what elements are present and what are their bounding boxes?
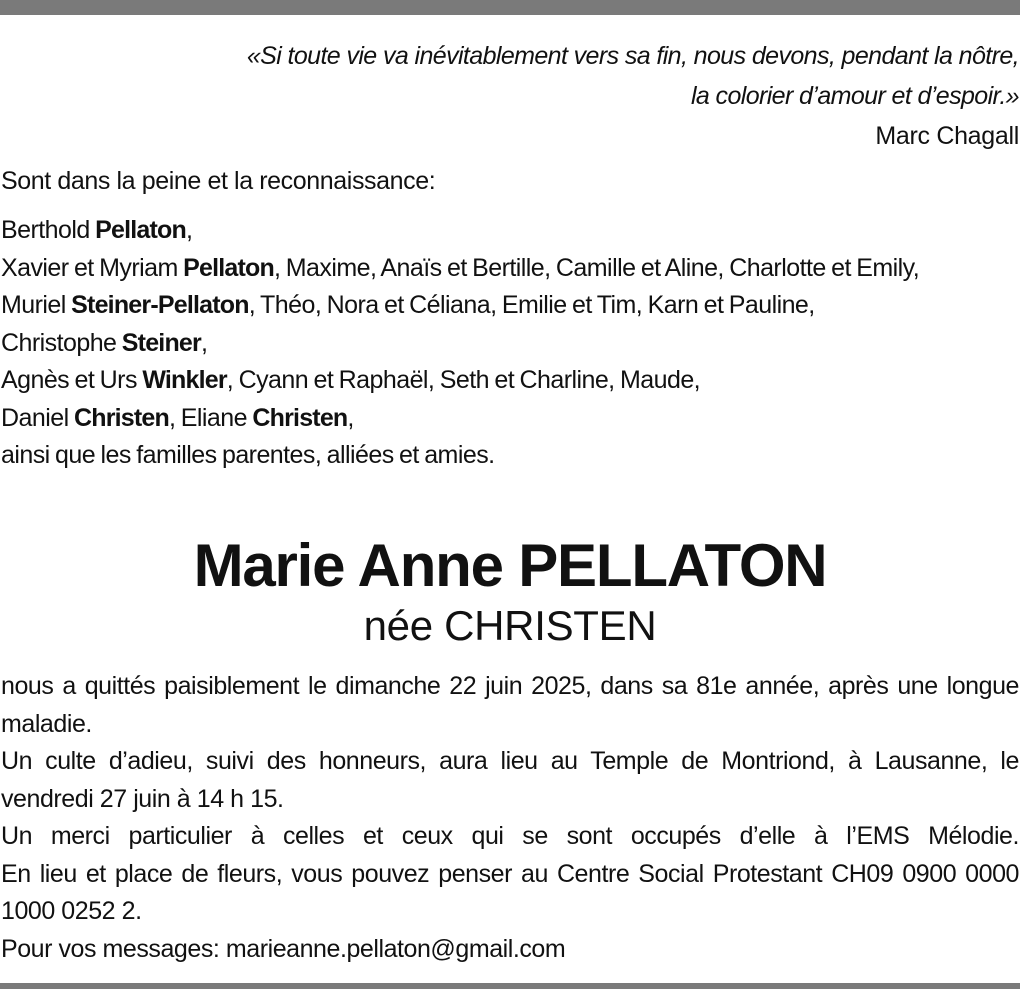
family-surname: Winkler (142, 366, 227, 394)
body-paragraph: Un merci particulier à celles et ceux qui se sont occupés d’elle à l’EMS Mélodie. (1, 822, 1019, 850)
quote-line-1: «Si toute vie va inévitablement vers sa fin, nous devons, pendant la nôtre, (246, 42, 1019, 70)
body-paragraph: nous a quittés paisiblement le dimanche 22 juin 2025, dans sa 81e année, après une longue maladie. (1, 672, 1019, 738)
family-line (1, 250, 1019, 288)
first-names: Muriel (1, 291, 72, 319)
trailing-text: , Théo, Nora et Céliana, Emilie et Tim, Karn et Pauline, (248, 291, 815, 319)
first-names: Agnès et Urs (1, 366, 143, 394)
trailing-text: , (185, 216, 193, 244)
announcement-body (1, 668, 1019, 968)
family-line (1, 325, 1019, 363)
quote-author: Marc Chagall (875, 122, 1019, 150)
first-names: Berthold (1, 216, 96, 244)
first-names: Daniel (1, 403, 74, 432)
family-surname: Pellaton (95, 216, 186, 244)
first-names: Christophe (1, 328, 122, 357)
first-names: , Eliane (169, 403, 253, 432)
trailing-text: , Cyann et Raphaël, Seth et Charline, Maude, (226, 366, 701, 394)
family-surname: Pellaton (183, 253, 274, 282)
family-line: ainsi que les familles parentes, alliées et amies. (1, 441, 495, 469)
trailing-text: , (200, 328, 208, 357)
family-surname: Christen (252, 403, 348, 432)
top-rule (0, 0, 1020, 15)
family-surname: Christen (73, 403, 169, 432)
epigraph-quote (3, 36, 1019, 156)
maiden-name: née CHRISTEN (363, 602, 657, 649)
body-paragraph: En lieu et place de fleurs, vous pouvez penser au Centre Social Protestant CH09 0900 0000 1000 0252 2. (1, 859, 1019, 925)
family-surname: Steiner-Pellaton (71, 291, 249, 319)
family-line (1, 287, 1019, 325)
family-surname: Steiner (121, 328, 201, 357)
intro-text: Sont dans la peine et la reconnaissance: (1, 167, 436, 195)
contact-line: Pour vos messages: marieanne.pellaton@gmail.com (1, 934, 566, 963)
family-line (1, 400, 1019, 438)
family-list (1, 212, 1019, 475)
family-line (1, 212, 1019, 250)
family-line (1, 362, 1019, 400)
body-paragraph: Un culte d’adieu, suivi des honneurs, aura lieu au Temple de Montriond, à Lausanne, le vendredi 27 juin à 14 h 15. (1, 747, 1019, 813)
bottom-rule (0, 983, 1020, 989)
quote-line-2: la colorier d’amour et d’espoir.» (690, 82, 1019, 110)
trailing-text: , Maxime, Anaïs et Bertille, Camille et Aline, Charlotte et Emily, (273, 253, 920, 282)
trailing-text: , (347, 403, 354, 432)
deceased-name: Marie Anne PELLATON (193, 532, 827, 599)
first-names: Xavier et Myriam (1, 253, 184, 282)
